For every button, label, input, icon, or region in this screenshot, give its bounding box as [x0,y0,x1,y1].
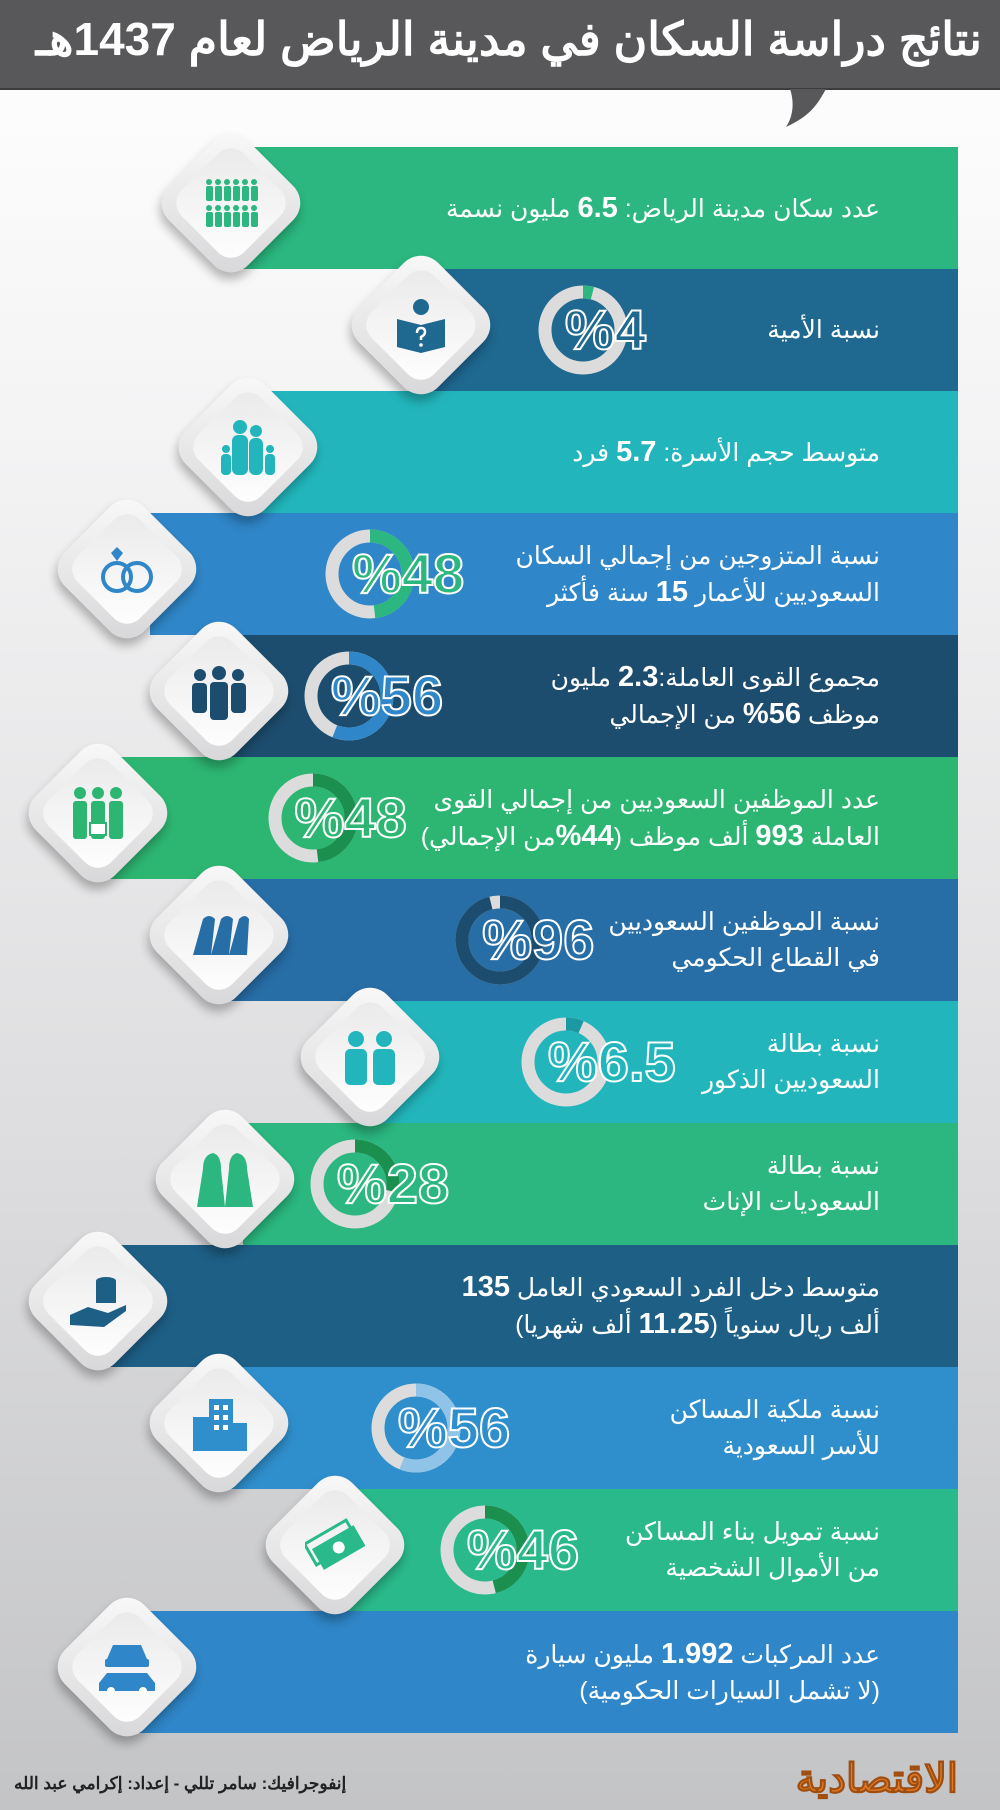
stat-value: 15 [655,575,688,608]
stat-line [457,696,880,733]
two-men-badge [295,982,445,1132]
percent-value: %48 [352,542,465,605]
buildings-icon [189,1393,249,1453]
percent-value: %96 [482,908,595,971]
wedding-rings-icon [97,539,157,599]
stat-line [608,904,880,940]
stat-line [625,1514,880,1550]
percent-value: %56 [331,664,444,727]
stat-text [516,513,880,635]
stat-label: ألف ريال سنوياً ( [709,1311,880,1339]
stat-line [767,312,880,348]
stat-text [767,269,880,391]
stat-label: السعوديات الإناث [702,1188,880,1216]
stat-label: ألف شهريا) [515,1311,639,1339]
page-title: نتائج دراسة السكان في مدينة الرياض لعام 1437هـ [35,13,982,65]
stat-text [608,879,880,1001]
stat-value: 11.25 [638,1308,710,1340]
stat-label: مجموع القوى العاملة: [658,664,880,692]
stat-label: من الأموال الشخصية [665,1554,880,1582]
stat-label: نسبة بطالة [766,1152,880,1180]
stat-line [446,190,880,227]
stat-row [346,1489,958,1611]
stat-text [702,1001,880,1123]
stat-row [231,635,958,757]
government-employees-icon [189,905,249,965]
stat-text [670,1367,880,1489]
percent-value: %56 [398,1396,511,1459]
percent-value: %28 [337,1152,450,1215]
stat-label: نسبة بطالة [766,1030,880,1058]
money-bills-icon [305,1515,365,1575]
stat-text [462,1245,880,1367]
stat-label: العاملة [803,822,880,851]
credits: إنفوجرافيك: سامر تللي - إعداد: إكرامي عبد الله [14,1774,347,1793]
stat-line [463,1184,880,1220]
two-men-icon [340,1027,400,1087]
stat-text [572,391,880,513]
stat-value: 135 [461,1271,510,1303]
stat-line [572,434,880,471]
percent-value: %46 [467,1518,580,1581]
cars-badge [52,1592,202,1742]
stat-label: مليون سيارة [525,1640,661,1669]
stat-label: متوسط دخل الفرد السعودي العامل [509,1274,880,1302]
stat-row [243,1123,958,1245]
publisher-logo: الاقتصادية [795,1757,958,1801]
stat-line [625,1550,880,1586]
stat-label: ألف موظف ( [613,822,756,851]
stat-value: 993 [755,819,804,852]
stat-line [462,1306,880,1343]
title-bar [0,0,1000,90]
reading-book-badge [346,250,496,400]
stat-text [446,147,880,269]
coins-hand-icon [68,1271,128,1331]
stat-value: 2.3 [618,661,659,693]
stat-line [463,1148,880,1184]
workforce-group-icon [189,661,249,721]
population-grid-badge [156,128,306,278]
family-icon [218,417,278,477]
stat-label: من الإجمالي) [420,822,556,851]
stat-label: نسبة المتزوجين من إجمالي السكان [515,541,880,570]
percent-value: %48 [294,786,407,849]
stat-text [625,1489,880,1611]
stat-line [421,782,880,818]
stat-text [525,1611,880,1733]
percent-value: %6.5 [548,1030,676,1093]
stat-label: السعوديين للأعمار [688,578,880,607]
stat-line [525,1636,880,1673]
stat-label: عدد الموظفين السعوديين من إجمالي القوى [433,785,880,814]
stat-line [516,574,880,611]
stat-value: 44% [555,819,614,852]
stat-row [381,1001,958,1123]
stat-value: 6.5 [577,191,618,224]
stat-label: نسبة تمويل بناء المساكن [624,1518,880,1546]
stat-label: عدد المركبات [733,1640,880,1669]
stat-label: السعوديين الذكور [701,1066,880,1094]
employees-briefcase-icon [68,783,128,843]
speech-bubble-tail [782,89,832,127]
stat-row [231,147,958,269]
stat-value: 5.7 [616,435,657,468]
percent-value: %4 [565,298,646,361]
stat-label: موظف [800,701,880,729]
stat-label: فرد [572,438,617,467]
stat-text [421,757,880,879]
stat-label: مليون [550,664,619,692]
stat-line [516,538,880,574]
money-bills-badge [260,1470,410,1620]
stat-line [702,1062,880,1098]
cars-icon [97,1637,157,1697]
stat-value: 1.992 [660,1637,734,1670]
stat-label: مليون نسمة [445,194,578,223]
stat-line [608,940,880,976]
stat-value: 56% [742,698,801,730]
stat-line [457,659,880,696]
stat-text [457,635,880,757]
stat-label: عدد سكان مدينة الرياض: [617,194,880,223]
stat-line [702,1026,880,1062]
stat-row [416,269,958,391]
stat-line [670,1428,880,1464]
stat-label: نسبة الموظفين السعوديين [608,908,880,936]
stat-line [525,1673,880,1709]
stat-label: من الإجمالي [609,701,743,729]
stat-label: نسبة ملكية المساكن [669,1396,880,1424]
stat-label: للأسر السعودية [722,1432,880,1460]
stat-label: (لا تشمل السيارات الحكومية) [579,1676,880,1705]
stat-row [127,1611,958,1733]
stat-label: متوسط حجم الأسرة: [656,438,880,467]
stat-label: نسبة الأمية [767,316,880,344]
stat-row [260,391,958,513]
two-women-icon [195,1149,255,1209]
reading-book-icon [391,295,451,355]
government-employees-badge [144,860,294,1010]
stat-label: في القطاع الحكومي [671,944,880,972]
stat-text [463,1123,880,1245]
stat-line [421,818,880,855]
population-grid-icon [201,173,261,233]
stat-label: سنة فأكثر [547,578,656,607]
stat-line [462,1269,880,1306]
stat-line [670,1392,880,1428]
